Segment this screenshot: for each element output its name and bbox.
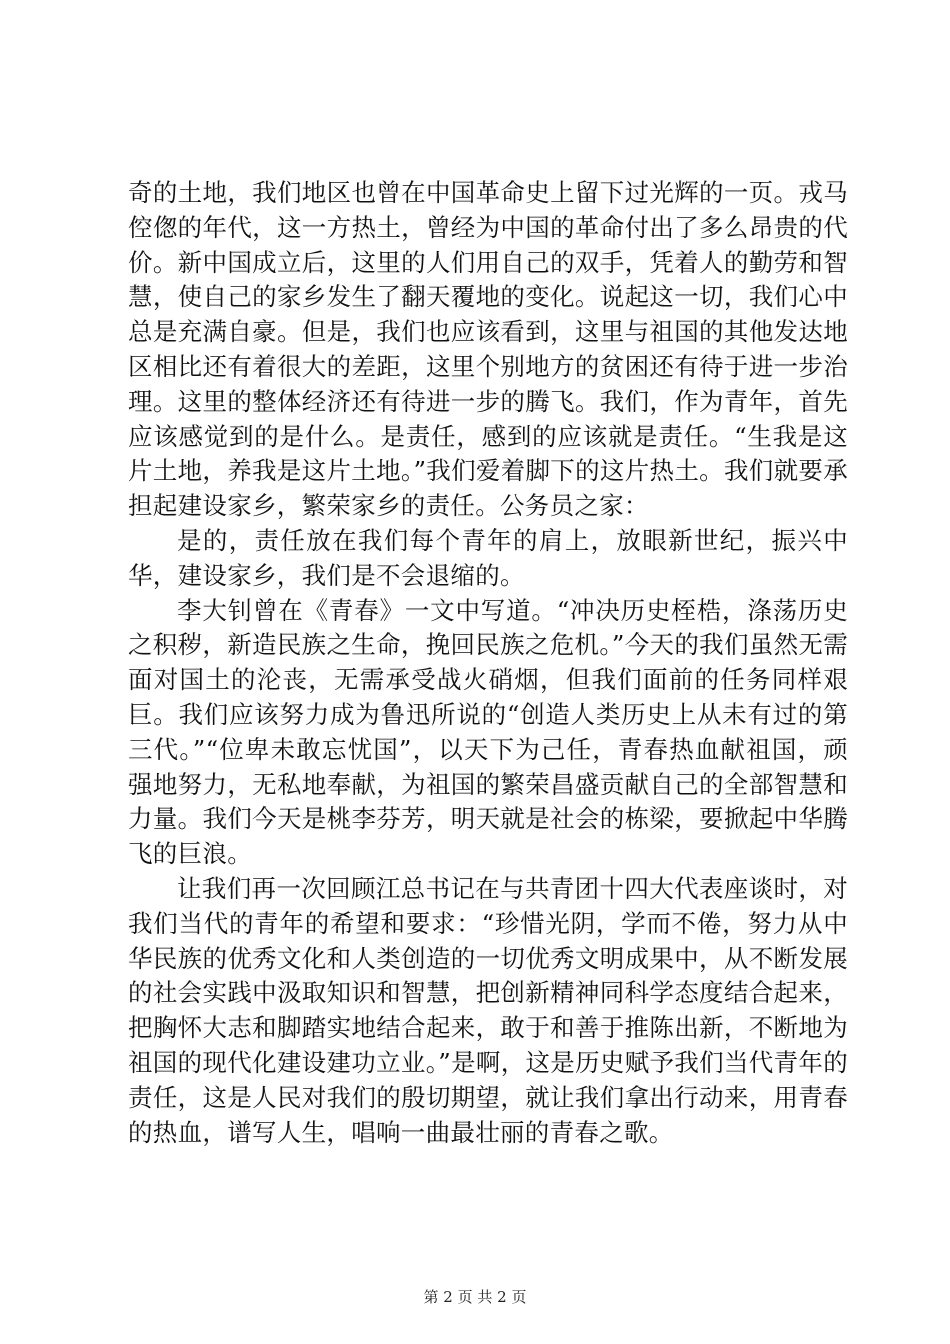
paragraph-2: 是的，责任放在我们每个青年的肩上，放眼新世纪，振兴中华，建设家乡，我们是不会退缩的。 bbox=[128, 525, 848, 590]
paragraph-3: 李大钊曾在《青春》一文中写道。“冲决历史桎梏，涤荡历史之积秽，新造民族之生命，挽回民族之危机。”今天的我们虽然无需面对国土的沦丧，无需承受战火硝烟，但我们面前的任务同样艰巨。我们应该努力成为鲁迅所说的“创造人类历史上从未有过的第三代。”“位卑未敢忘忧国”，以天下为己任，青春热血献祖国，顽强地努力，无私地奉献，为祖国的繁荣昌盛贡献自己的全部智慧和力量。我们今天是桃李芬芳，明天就是社会的栋梁，要掀起中华腾飞的巨浪。 bbox=[128, 595, 848, 869]
page-number-footer: 第 2 页 共 2 页 bbox=[423, 1288, 527, 1306]
paragraph-1: 奇的土地，我们地区也曾在中国革命史上留下过光辉的一页。戎马倥偬的年代，这一方热土，曾经为中国的革命付出了多么昂贵的代价。新中国成立后，这里的人们用自己的双手，凭着人的勤劳和智慧，使自己的家乡发生了翻天覆地的变化。说起这一切，我们心中总是充满自豪。但是，我们也应该看到，这里与祖国的其他发达地区相比还有着很大的差距，这里个别地方的贫困还有待于进一步治理。这里的整体经济还有待进一步的腾飞。我们，作为青年，首先应该感觉到的是什么。是责任，感到的应该就是责任。“生我是这片土地，养我是这片土地。”我们爱着脚下的这片热土。我们就要承担起建设家乡，繁荣家乡的责任。公务员之家： bbox=[128, 178, 848, 521]
document-body bbox=[128, 176, 848, 1150]
paragraph-4: 让我们再一次回顾江总书记在与共青团十四大代表座谈时，对我们当代的青年的希望和要求：“珍惜光阴，学而不倦，努力从中华民族的优秀文化和人类创造的一切优秀文明成果中，从不断发展的社会实践中汲取知识和智慧，把创新精神同科学态度结合起来，把胸怀大志和脚踏实地结合起来，敢于和善于推陈出新，不断地为祖国的现代化建设建功立业。”是啊，这是历史赋予我们当代青年的责任，这是人民对我们的殷切期望，就让我们拿出行动来，用青春的热血，谱写人生，唱响一曲最壮丽的青春之歌。 bbox=[128, 873, 848, 1147]
